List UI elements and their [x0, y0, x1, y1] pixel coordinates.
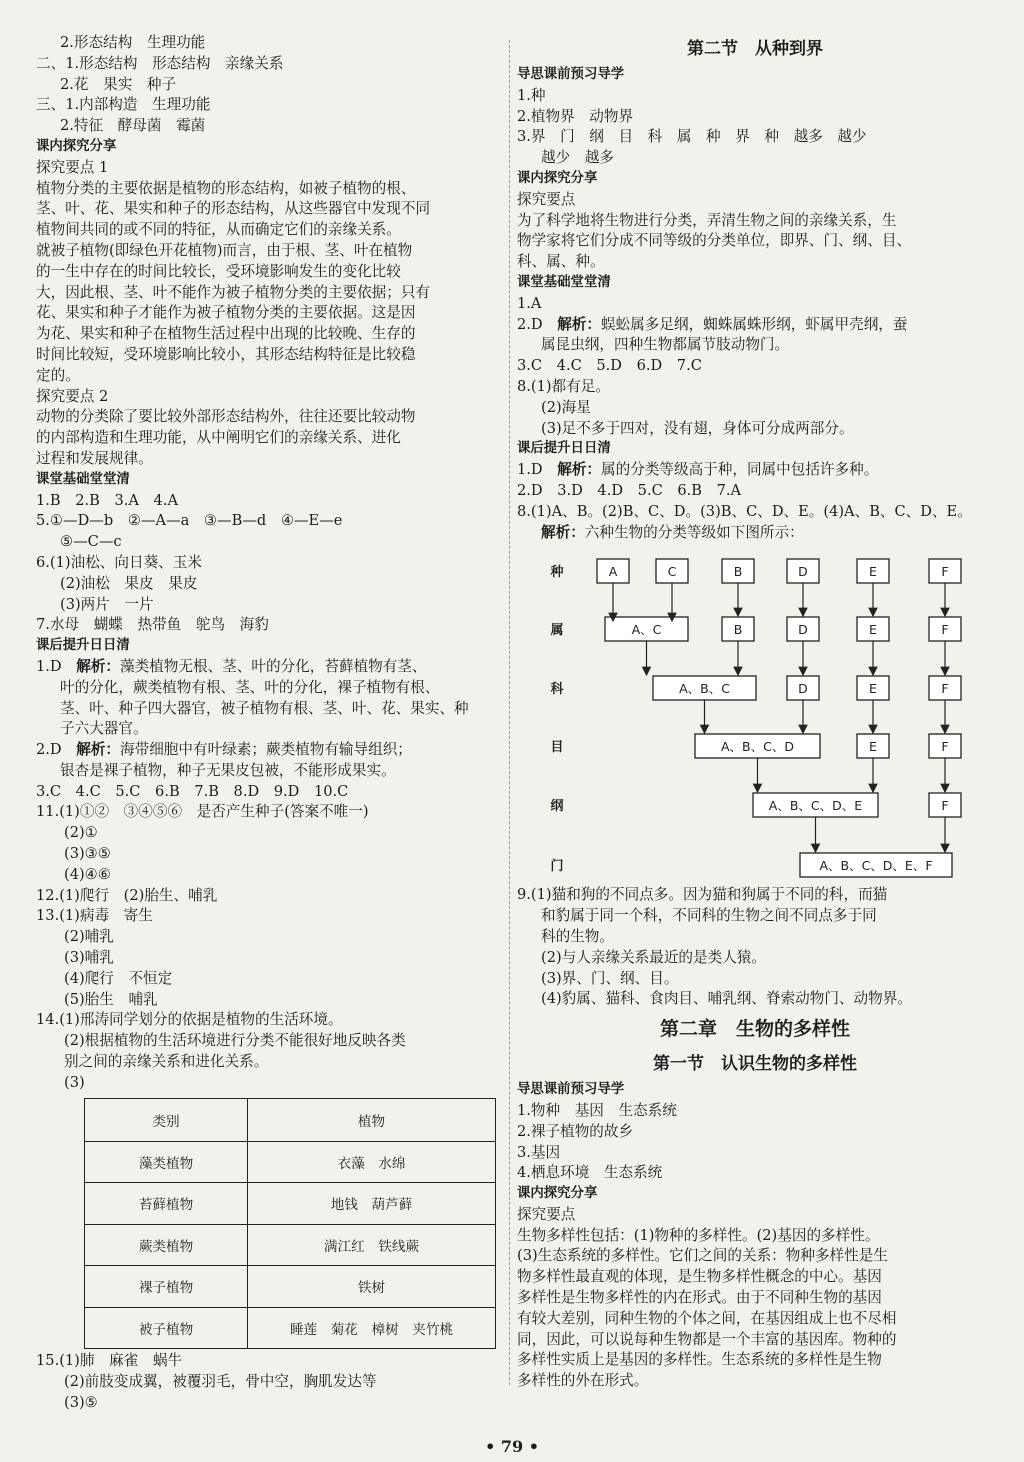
section-heading: 课内探究分享	[517, 170, 598, 186]
plant-classification-table	[84, 1098, 496, 1350]
text-line: 1.种	[517, 86, 546, 104]
text-line: 2.形态结构 生理功能	[60, 34, 206, 51]
text-line: 就被子植物(即绿色开花植物)而言，由于根、茎、叶在植物	[36, 241, 413, 259]
text-line: 14.(1)邢涛同学划分的依据是植物的生活环境。	[36, 1011, 343, 1029]
text-line: 解析：六种生物的分类等级如下图所示：	[541, 523, 804, 541]
text-line: 二、1.形态结构 形态结构 亲缘关系	[36, 54, 284, 72]
text-line: 银杏是裸子植物，种子无果皮包被，不能形成果实。	[60, 761, 396, 779]
rank-label: 种	[550, 565, 564, 581]
rank-label: 科	[550, 682, 564, 698]
taxon-label: F	[941, 564, 949, 580]
text-line: 1.物种 基因 生态系统	[517, 1101, 677, 1119]
text-line: 5.①—D—b ②—A—a ③—B—d ④—E—e	[36, 512, 343, 530]
column-divider	[509, 40, 510, 1385]
table-header-row	[85, 1098, 496, 1141]
text-line: (2)①	[64, 824, 98, 842]
text-line: 植物间共同的或不同的特征，从而确定它们的亲缘关系。	[36, 221, 401, 239]
text-line: 3.C 4.C 5.D 6.D 7.C	[517, 357, 702, 375]
text-line: 3.C 4.C 5.C 6.B 7.B 8.D 9.D 10.C	[36, 782, 349, 800]
text-line: 11.(1)①② ③④⑤⑥ 是否产生种子(答案不唯一)	[36, 803, 369, 821]
table-cell: 裸子植物	[85, 1266, 248, 1308]
table-cell: 满江红 铁线蕨	[248, 1224, 496, 1266]
right-answer-lines-after-diagram	[517, 885, 993, 1392]
right-column	[517, 33, 993, 1392]
text-line: 15.(1)肺 麻雀 蜗牛	[36, 1352, 183, 1370]
explanation-label: 解析：	[557, 315, 602, 333]
taxon-label: A、B、C、D	[721, 739, 794, 755]
table-cell: 睡莲 菊花 樟树 夹竹桃	[248, 1307, 496, 1349]
taxon-label: F	[941, 739, 949, 755]
text-line: 叶的分化，蕨类植物有根、茎、叶的分化，裸子植物有根、	[60, 678, 440, 696]
taxon-label: F	[941, 681, 949, 697]
text-line: 探究要点	[517, 190, 576, 208]
text-line: (2)哺乳	[64, 928, 114, 946]
taxon-label: A、B、C、D、E、F	[819, 858, 933, 874]
text-line: (3)③⑤	[64, 845, 111, 863]
text-line: (3)生态系统的多样性。它们之间的关系：物种多样性是生	[517, 1247, 888, 1265]
text-line: 探究要点 2	[36, 387, 109, 405]
text-line: 茎、叶、种子四大器官，被子植物有根、茎、叶、花、果实、种	[60, 699, 469, 717]
taxon-label: B	[733, 622, 743, 638]
right-answer-lines	[517, 33, 993, 543]
taxon-label: E	[869, 739, 877, 755]
left-answer-lines	[36, 33, 502, 1094]
text-line: 越少 越多	[541, 149, 614, 167]
text-line: (5)胎生 哺乳	[64, 990, 158, 1008]
section-heading: 课后提升日日清	[517, 441, 611, 457]
text-line: 1.D 解析：藻类植物无根、茎、叶的分化，苔藓植物有茎、	[36, 657, 427, 675]
table-row	[85, 1266, 496, 1308]
text-line: 7.水母 蝴蝶 热带鱼 鸵鸟 海豹	[36, 616, 269, 634]
text-line: 为了科学地将生物进行分类，弄清生物之间的亲缘关系，生	[517, 211, 897, 229]
explanation-label: 解析：	[76, 741, 121, 759]
text-line: (2)前肢变成翼，被覆羽毛，骨中空，胸肌发达等	[64, 1372, 377, 1390]
text-line: 3.界 门 纲 目 科 属 种 界 种 越多 越少	[517, 128, 867, 146]
text-line: 探究要点	[517, 1205, 576, 1223]
text-line: 8.(1)A、B。(2)B、C、D。(3)B、C、D、E。(4)A、B、C、D、E。	[517, 502, 972, 520]
taxon-label: F	[941, 622, 949, 638]
text-line: 2.裸子植物的故乡	[517, 1122, 634, 1140]
classification-diagram	[517, 545, 993, 885]
text-line: 动物的分类除了要比较外部形态结构外，往往还要比较动物	[36, 408, 416, 426]
table-row	[85, 1307, 496, 1349]
rank-label: 目	[550, 740, 564, 756]
text-line: ⑤—C—c	[60, 533, 122, 551]
taxon-label: A、B、C、D、E	[768, 798, 863, 814]
table-cell: 藻类植物	[85, 1141, 248, 1183]
text-line: 1.B 2.B 3.A 4.A	[36, 491, 179, 509]
text-line: (2)海星	[541, 398, 591, 416]
text-line: (3)	[64, 1073, 85, 1091]
text-line: 1.D 解析：属的分类等级高于种，同属中包括许多种。	[517, 461, 879, 479]
text-line: 科、属、种。	[517, 253, 605, 271]
text-line: 3.基因	[517, 1143, 561, 1161]
text-line: (4)爬行 不恒定	[64, 969, 173, 987]
text-line: 2.D 解析：海带细胞中有叶绿素；蕨类植物有输导组织；	[36, 741, 412, 759]
text-line: 植物分类的主要依据是植物的形态结构，如被子植物的根、	[36, 179, 416, 197]
taxon-label: D	[798, 622, 808, 638]
taxon-label: A	[608, 564, 618, 580]
text-line: 为花、果实和种子在植物生活过程中出现的比较晚、生存的	[36, 325, 416, 343]
text-line: 9.(1)猫和狗的不同点多。因为猫和狗属于不同的科，而猫	[517, 886, 888, 904]
left-answer-lines-after-table	[36, 1351, 502, 1413]
section-heading: 课堂基础堂堂清	[36, 471, 130, 487]
text-line: 大，因此根、茎、叶不能作为被子植物分类的主要依据；只有	[36, 283, 431, 301]
text-line: 6.(1)油松、向日葵、玉米	[36, 553, 202, 571]
text-line: 2.花 果实 种子	[60, 75, 177, 93]
taxon-label: D	[798, 681, 808, 697]
table-cell: 苔藓植物	[85, 1183, 248, 1225]
rank-label: 门	[550, 859, 564, 875]
text-line: 2.D 3.D 4.D 5.C 6.B 7.A	[517, 481, 742, 499]
section-heading: 课内探究分享	[517, 1186, 598, 1202]
table-cell: 地钱 葫芦藓	[248, 1183, 496, 1225]
text-line: (3)两片 一片	[60, 595, 154, 613]
text-line: (3)界、门、纲、目。	[541, 969, 679, 987]
text-line: (2)与人亲缘关系最近的是类人猿。	[541, 948, 766, 966]
text-line: 定的。	[36, 366, 80, 384]
section-heading: 课后提升日日清	[36, 638, 130, 654]
table-cell: 铁树	[248, 1266, 496, 1308]
text-line: 物多样性最直观的体现，是生物多样性概念的中心。基因	[517, 1268, 882, 1286]
text-line: 花、果实和种子才能作为被子植物分类的主要依据。这是因	[36, 304, 416, 322]
text-line: 过程和发展规律。	[36, 449, 153, 467]
section-title: 第二节 从种到界	[687, 39, 823, 59]
text-line: 8.(1)都有足。	[517, 377, 610, 395]
text-line: 4.栖息环境 生态系统	[517, 1164, 663, 1182]
explanation-label: 解析：	[541, 523, 585, 541]
table-cell: 蕨类植物	[85, 1224, 248, 1266]
text-line: 2.植物界 动物界	[517, 107, 634, 125]
text-line: (3)⑤	[64, 1393, 98, 1411]
section-heading: 导思课前预习导学	[517, 67, 625, 82]
text-line: 有较大差别，同种生物的个体之间，在基因组成上也不尽相	[517, 1309, 897, 1327]
taxon-label: A、C	[631, 622, 662, 638]
section-title: 第一节 认识生物的多样性	[653, 1054, 857, 1075]
text-line: (4)④⑥	[64, 865, 111, 883]
text-line: 属昆虫纲，四种生物都属节肢动物门。	[541, 336, 790, 354]
text-line: 2.特征 酵母菌 霉菌	[60, 117, 206, 135]
text-line: 和豹属于同一个科，不同科的生物之间不同点多于同	[541, 907, 877, 925]
taxon-label: E	[869, 681, 877, 697]
text-line: 三、1.内部构造 生理功能	[36, 96, 211, 114]
taxon-label: E	[869, 564, 877, 580]
page-number: • 79 •	[485, 1437, 539, 1456]
section-heading: 导思课前预习导学	[517, 1082, 625, 1098]
text-line: 茎、叶、花、果实和种子的形态结构，从这些器官中发现不同	[36, 200, 431, 218]
text-line: 多样性的外在形式。	[517, 1372, 649, 1390]
text-line: 2.D 解析：蜈蚣属多足纲，蜘蛛属蛛形纲，虾属甲壳纲，蚕	[517, 315, 908, 333]
text-line: 时间比较短，受环境影响比较小，其形态结构特征是比较稳	[36, 345, 416, 363]
text-line: 的一生中存在的时间比较长，受环境影响发生的变化比较	[36, 262, 401, 280]
text-line: 13.(1)病毒 寄生	[36, 907, 153, 925]
table-header-plants: 植物	[248, 1098, 496, 1141]
chapter-title: 第二章 生物的多样性	[659, 1018, 850, 1041]
section-heading: 课堂基础堂堂清	[517, 274, 611, 290]
text-line: (3)足不多于四对，没有翅，身体可分成两部分。	[541, 419, 854, 437]
taxon-label: F	[941, 798, 949, 814]
text-line: 1.A	[517, 294, 542, 312]
text-line: 物学家将它们分成不同等级的分类单位，即界、门、纲、目、	[517, 232, 912, 250]
table-row	[85, 1224, 496, 1266]
table-row	[85, 1183, 496, 1225]
section-heading: 课内探究分享	[36, 138, 117, 154]
taxon-label: B	[733, 564, 743, 580]
taxon-label: A、B、C	[679, 681, 730, 697]
text-line: 多样性是生物多样性的内在形式。由于不同种生物的基因	[517, 1289, 882, 1307]
text-line: (2)油松 果皮 果皮	[60, 574, 198, 592]
table-cell: 衣藻 水绵	[248, 1141, 496, 1183]
taxon-label: D	[798, 564, 808, 580]
text-line: (4)豹属、猫科、食肉目、哺乳纲、脊索动物门、动物界。	[541, 990, 912, 1008]
classification-diagram-svg	[517, 545, 993, 885]
explanation-label: 解析：	[557, 461, 602, 479]
rank-label: 属	[550, 623, 564, 639]
rank-label: 纲	[550, 799, 564, 815]
text-line: 别之间的亲缘关系和进化关系。	[64, 1053, 269, 1071]
text-line: 探究要点 1	[36, 158, 109, 176]
text-line: (3)哺乳	[64, 949, 114, 967]
left-column	[36, 33, 502, 1414]
text-line: (2)根据植物的生活环境进行分类不能很好地反映各类	[64, 1032, 406, 1050]
text-line: 多样性实质上是基因的多样性。生态系统的多样性是生物	[517, 1351, 882, 1369]
text-line: 子六大器官。	[60, 720, 148, 738]
taxon-label: C	[667, 564, 677, 580]
text-line: 生物多样性包括：(1)物种的多样性。(2)基因的多样性。	[517, 1226, 880, 1244]
table-header-category: 类别	[85, 1098, 248, 1141]
explanation-label: 解析：	[76, 657, 121, 675]
table-cell: 被子植物	[85, 1307, 248, 1349]
table-row	[85, 1141, 496, 1183]
text-line: 同，因此，可以说每种生物都是一个丰富的基因库。物种的	[517, 1330, 897, 1348]
taxon-label: E	[869, 622, 877, 638]
text-line: 12.(1)爬行 (2)胎生、哺乳	[36, 886, 218, 904]
text-line: 的内部构造和生理功能，从中阐明它们的亲缘关系、进化	[36, 429, 401, 447]
text-line: 科的生物。	[541, 927, 614, 945]
